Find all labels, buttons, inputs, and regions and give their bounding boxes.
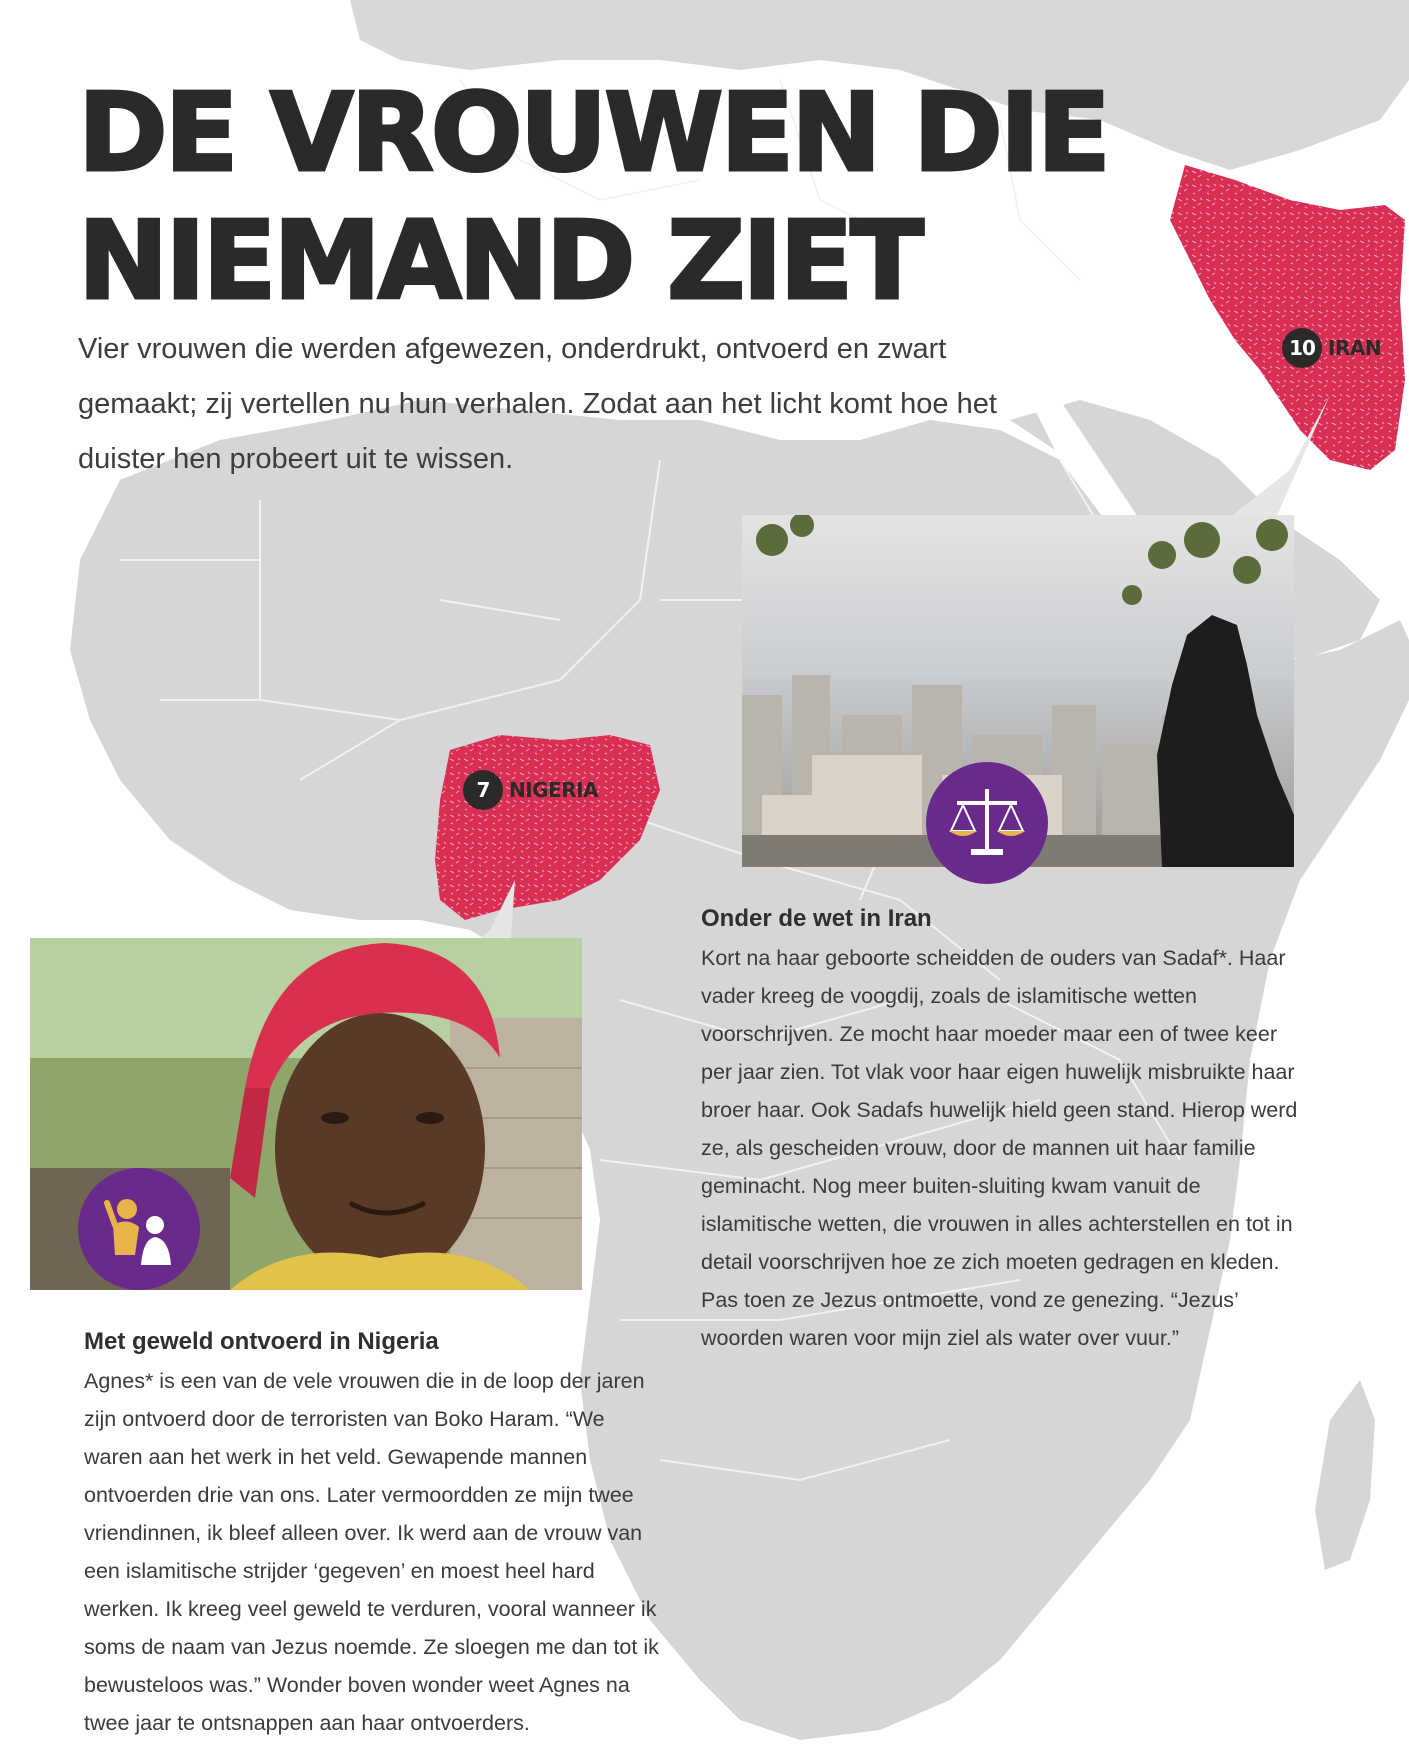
iran-marker: [1282, 328, 1381, 368]
title-line-1: DE VROUWEN DIE: [78, 71, 1108, 196]
nigeria-story-body: Agnes* is een van de vele vrouwen die in de loop der jaren zijn ontvoerd door de terroristen van Boko Haram. “We waren aan het werk in het veld. Gewapende mannen ontvoerden drie van ons. Later vermoordden ze mijn twee vriendinnen, ik bleef alleen over. Ik werd aan de vrouw van een islamitische strijder ‘gegeven’ en moest heel hard werken. Ik kreeg veel geweld te verduren, vooral wanneer ik soms de naam van Jezus noemde. Ze sloegen me dan tot ik bewusteloos was.” Wonder boven wonder weet Agnes na twee jaar te ontsnappen aan haar ontvoerders.: [84, 1369, 659, 1735]
scales-of-justice-icon: [926, 762, 1048, 884]
iran-highlight: [1170, 165, 1405, 470]
page-title: [78, 70, 1108, 326]
title-line-2: NIEMAND ZIET: [78, 199, 921, 324]
intro-text: Vier vrouwen die werden afgewezen, onderdrukt, ontvoerd en zwart gemaakt; zij vertellen nu hun verhalen. Zodat aan het licht komt hoe het duister hen probeert uit te wissen.: [78, 333, 997, 475]
iran-marker-number: 10: [1282, 328, 1322, 368]
nigeria-story: [84, 1328, 659, 1742]
violence-against-woman-icon: [78, 1168, 200, 1290]
nigeria-marker-name: NIGERIA: [509, 778, 599, 802]
nigeria-story-heading: Met geweld ontvoerd in Nigeria: [84, 1328, 439, 1355]
nigeria-marker-number: 7: [463, 770, 503, 810]
nigeria-marker: [463, 770, 598, 810]
iran-story: [701, 905, 1301, 1357]
iran-story-body: Kort na haar geboorte scheidden de ouders van Sadaf*. Haar vader kreeg de voogdij, zoals de islamitische wetten voorschrijven. Ze mocht haar moeder maar een of twee keer per jaar zien. Tot vlak voor haar eigen huwelijk misbruikte haar broer haar. Ook Sadafs huwelijk hield geen stand. Hierop werd ze, als gescheiden vrouw, door de mannen uit haar familie geminacht. Nog meer buiten-sluiting kwam vanuit de islamitische wetten, die vrouwen in alles achterstellen en tot in detail voorschrijven hoe ze zich moeten gedragen en kleden. Pas toen ze Jezus ontmoette, vond ze genezing. “Jezus’ woorden waren voor mijn ziel als water over vuur.”: [701, 946, 1298, 1350]
map-land-madagascar: [1315, 1380, 1375, 1570]
iran-story-heading: Onder de wet in Iran: [701, 905, 932, 932]
iran-marker-name: IRAN: [1328, 336, 1382, 360]
